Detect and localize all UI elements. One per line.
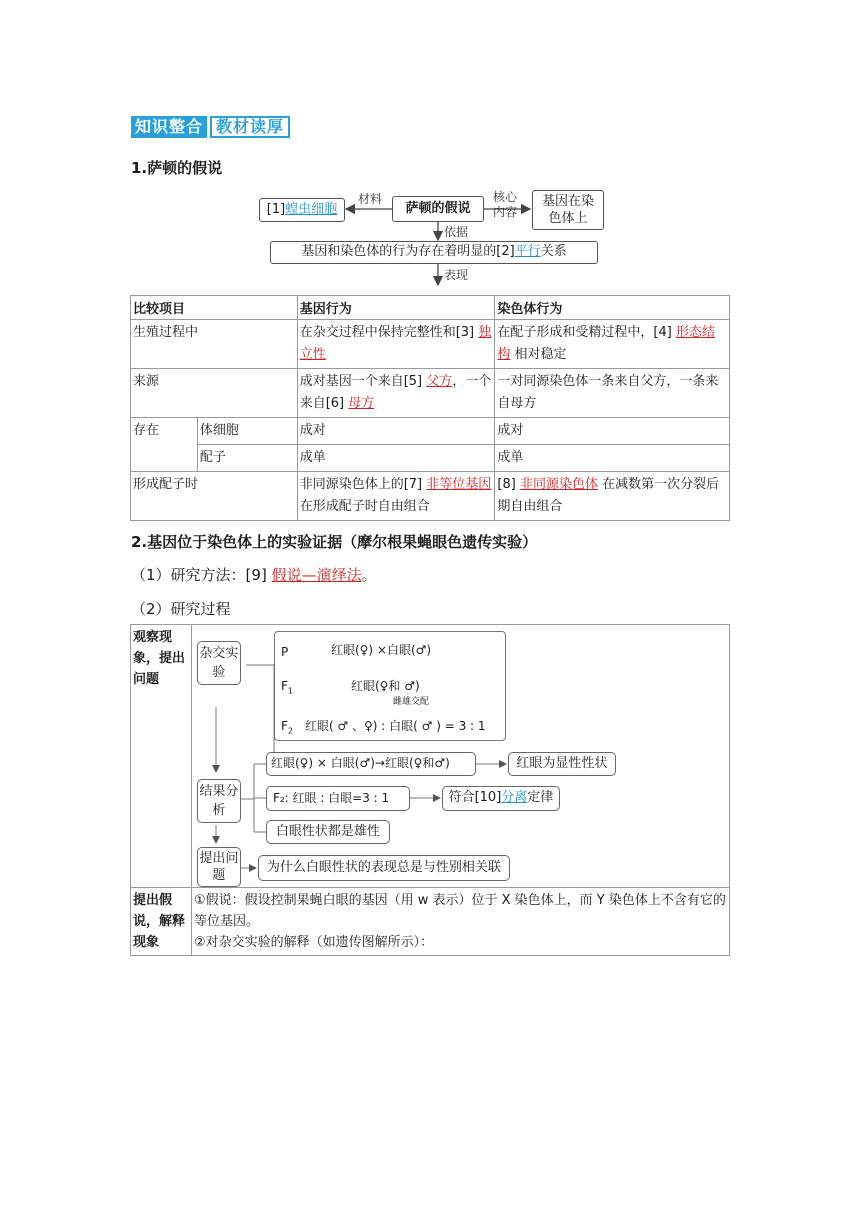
F1-result: 红眼(♀和 ♂) xyxy=(350,679,420,693)
gene-cell: 成对 xyxy=(297,418,495,445)
answer-blank-5: 父方 xyxy=(426,374,453,389)
experiment-table xyxy=(130,624,730,956)
row-label-observe: 观察现象，提出问题 xyxy=(131,625,192,888)
generation-F1 xyxy=(281,676,293,701)
table-row xyxy=(131,320,730,369)
F1-mating-note: 雌雄交配 xyxy=(392,697,429,707)
row-label: 形成配子时 xyxy=(131,472,298,521)
header-gene: 基因行为 xyxy=(297,296,495,320)
chromosome-cell xyxy=(495,320,730,369)
gene-cell xyxy=(297,369,495,418)
chromosome-cell: 成对 xyxy=(495,418,730,445)
hypothesis-text: ①假说：假设控制果蝇白眼的基因（用 w 表示）位于 X 染色体上，而 Y 染色体上不含有它的等位基因。 xyxy=(193,893,726,929)
ratio-box: F₂: 红眼 : 白眼=3 : 1 xyxy=(266,786,410,811)
arrow-label-core xyxy=(493,190,517,220)
cell-text: 相对稳定 xyxy=(514,347,567,362)
section2-title: 2.基因位于染色体上的实验证据（摩尔根果蝇眼色遗传实验） xyxy=(131,533,538,551)
research-method xyxy=(131,564,377,585)
method-end: 。 xyxy=(361,566,377,584)
table-row xyxy=(131,445,730,472)
sub-label: 体细胞 xyxy=(197,418,297,445)
raise-question-box: 提出问题 xyxy=(197,847,241,887)
question-box: 为什么白眼性状的表现总是与性别相关联 xyxy=(258,855,510,881)
row-label: 来源 xyxy=(131,369,298,418)
cell-text: 在配子形成和受精过程中，[4] xyxy=(497,325,672,340)
table-header-row xyxy=(131,296,730,320)
hypothesis-cell xyxy=(191,888,729,956)
F2-sub: 2 xyxy=(287,726,293,736)
section-header xyxy=(131,116,290,138)
material-prefix: [1] xyxy=(266,202,286,217)
answer-blank-10: 分离 xyxy=(501,790,528,805)
row-label: 存在 xyxy=(131,418,198,472)
method-label: （1）研究方法：[9] xyxy=(131,566,267,584)
parallel-prefix: 基因和染色体的行为存在着明显的[2] xyxy=(301,244,515,259)
chromosome-cell: 一对同源染色体一条来自父方，一条来自母方 xyxy=(495,369,730,418)
cross-experiment-box: 杂交实验 xyxy=(197,641,241,685)
chromosome-cell: 成单 xyxy=(495,445,730,472)
core-content-line1: 基因在染 xyxy=(541,194,594,209)
cell-text: 在杂交过程中保持完整性和[3] xyxy=(299,325,475,340)
generation-F2 xyxy=(281,716,293,741)
arrow-label-material: 材料 xyxy=(358,192,383,206)
F2-letter: F xyxy=(280,719,288,733)
sutton-hypothesis-box: 萨顿的假说 xyxy=(392,196,484,222)
cell-text: 在减数第一次分裂后期自由组合 xyxy=(497,477,720,514)
answer-blank-8: 非同源染色体 xyxy=(519,477,598,492)
row-label-hypothesis: 提出假说，解释现象 xyxy=(131,888,192,956)
answer-blank-7: 非等位基因 xyxy=(426,477,492,492)
law-suffix: 定律 xyxy=(527,790,554,805)
header-tag-textbook: 教材读厚 xyxy=(210,116,290,138)
gene-cell: 成单 xyxy=(297,445,495,472)
analysis-cross-box: 红眼(♀) × 白眼(♂)→红眼(♀和♂) xyxy=(266,752,476,776)
dominant-trait-box: 红眼为显性性状 xyxy=(508,752,616,776)
table-row xyxy=(131,418,730,445)
table-row xyxy=(131,888,730,956)
P-cross: 红眼(♀) ×白眼(♂) xyxy=(330,643,432,657)
cell-text: 非同源染色体上的[7] xyxy=(299,477,423,492)
parallel-suffix: 关系 xyxy=(540,244,567,259)
gene-cell xyxy=(297,320,495,369)
row-label: 生殖过程中 xyxy=(131,320,298,369)
flow-cell xyxy=(191,625,729,888)
header-item: 比较项目 xyxy=(131,296,298,320)
sutton-diagram xyxy=(250,188,620,288)
answer-blank-9: 假说—演绎法 xyxy=(271,566,362,584)
answer-blank-4: 形态结构 xyxy=(497,325,715,362)
core-content-box xyxy=(532,190,604,230)
arrow-label-core-2: 内容 xyxy=(493,205,518,219)
cell-text: ，一个来自[6] xyxy=(299,374,492,411)
cell-text: 成对基因一个来自[5] xyxy=(299,374,423,389)
cross-results-box xyxy=(274,631,506,741)
arrow-label-core-1: 核心 xyxy=(493,190,518,204)
F1-letter: F xyxy=(280,679,288,693)
explanation-text: ②对杂交实验的解释（如遗传图解所示）： xyxy=(193,935,434,950)
material-box xyxy=(259,198,345,222)
answer-blank-3: 独立性 xyxy=(299,325,492,362)
sub-label: 配子 xyxy=(197,445,297,472)
white-eye-male-box: 白眼性状都是雄性 xyxy=(266,820,390,844)
table-row xyxy=(131,472,730,521)
parallel-relation-box xyxy=(270,241,598,264)
material-answer: 蝗虫细胞 xyxy=(285,202,338,217)
F2-result: 红眼( ♂ 、♀) : 白眼( ♂ ) = 3 : 1 xyxy=(304,719,486,733)
cell-text: 在形成配子时自由组合 xyxy=(299,499,430,514)
research-process-label: （2）研究过程 xyxy=(131,600,231,618)
table-row xyxy=(131,369,730,418)
gene-cell xyxy=(297,472,495,521)
section1-title: 1.萨顿的假说 xyxy=(131,159,223,177)
F1-sub: 1 xyxy=(287,686,293,696)
cell-text: [8] xyxy=(497,477,516,492)
parallel-answer: 平行 xyxy=(514,244,541,259)
arrow-label-manifest: 表现 xyxy=(444,268,469,282)
gene-chromosome-comparison-table xyxy=(130,295,730,521)
answer-blank-6: 母方 xyxy=(348,396,375,411)
core-content-line2: 色体上 xyxy=(548,211,588,226)
generation-P: P xyxy=(280,645,289,659)
header-tag-knowledge: 知识整合 xyxy=(131,116,207,138)
chromosome-cell xyxy=(495,472,730,521)
result-analysis-box: 结果分析 xyxy=(197,779,241,823)
header-chromosome: 染色体行为 xyxy=(495,296,730,320)
arrow-label-basis: 依据 xyxy=(444,225,469,239)
table-row xyxy=(131,625,730,888)
law-prefix: 符合[10] xyxy=(448,790,502,805)
segregation-law-box xyxy=(442,786,560,811)
